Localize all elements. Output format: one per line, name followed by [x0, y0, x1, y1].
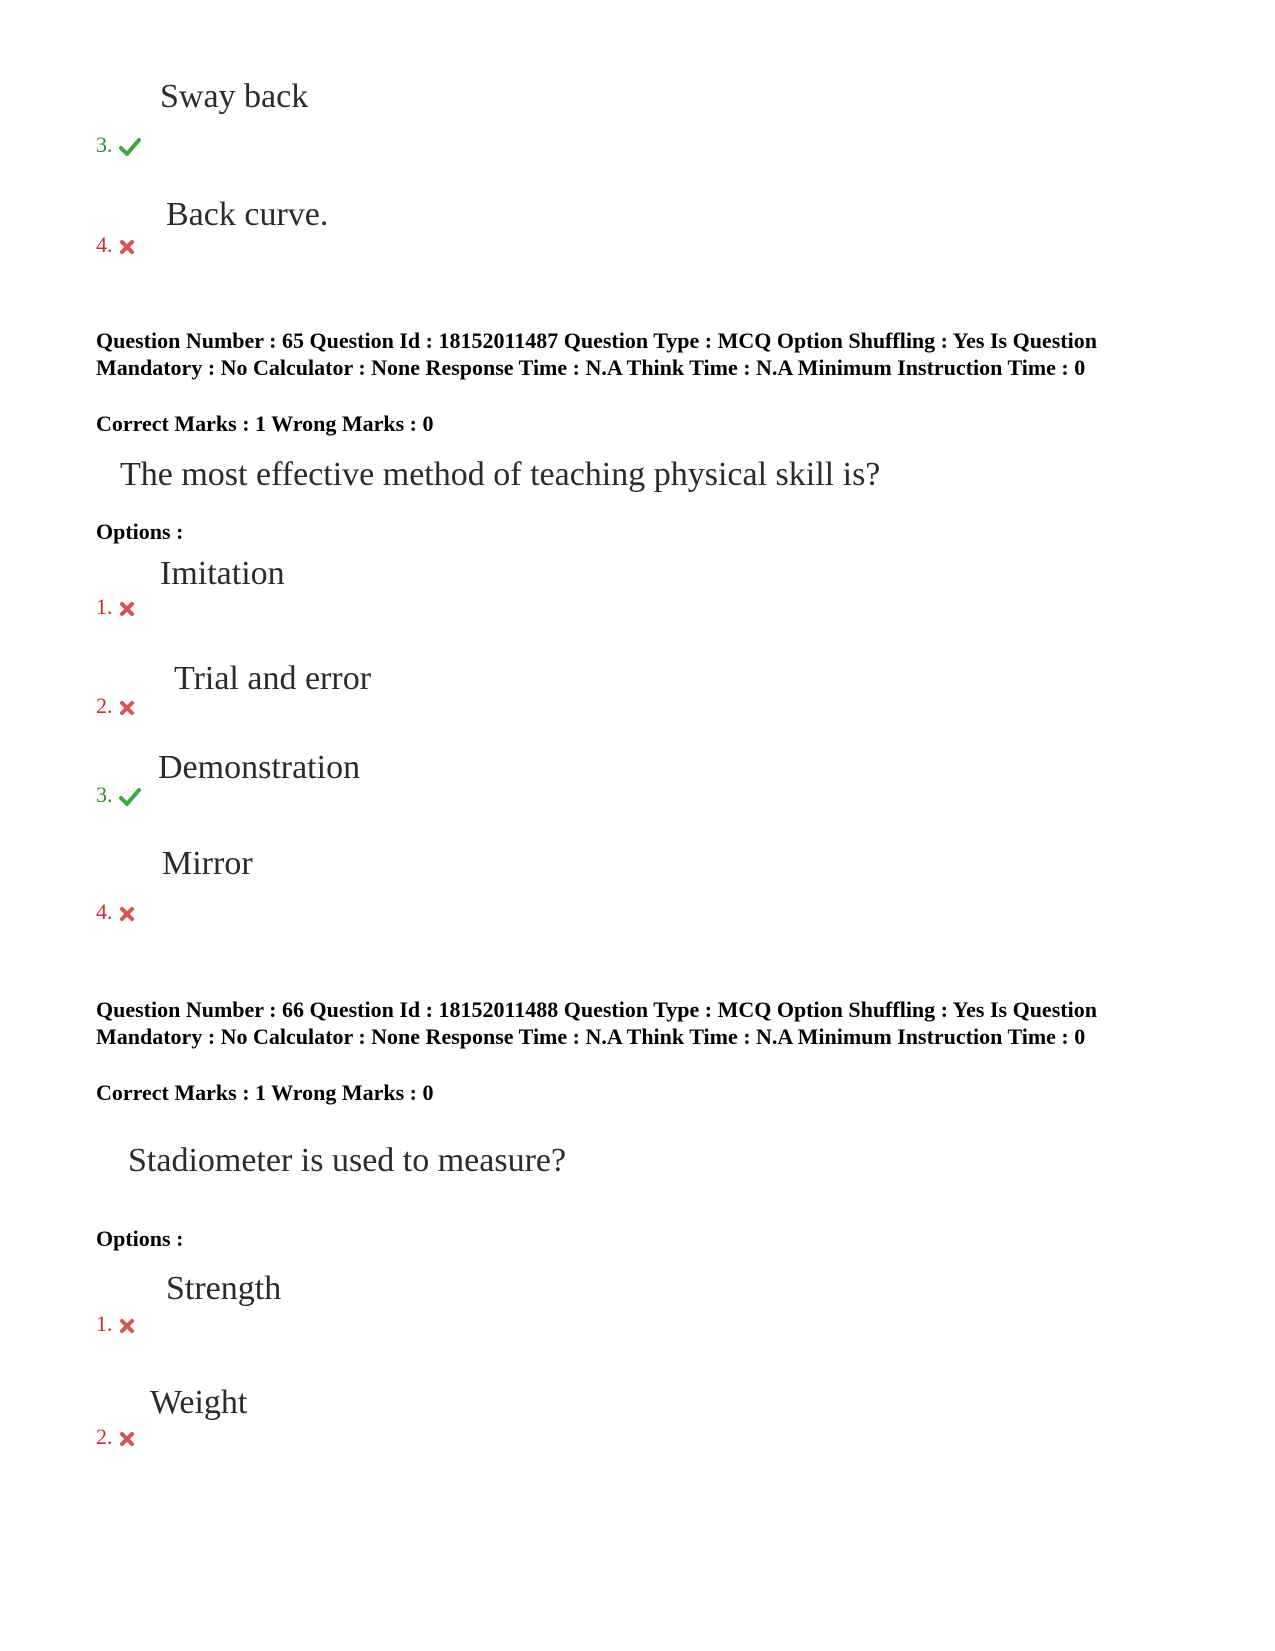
option-number: 1.: [96, 1311, 135, 1337]
cross-icon: [119, 906, 135, 922]
question-meta: Question Number : 66 Question Id : 18152011488 Question Type : MCQ Option Shuffling : Yes Is Question Mandatory : No Calculator : None Response Time : N.A Think Time : N.A Minimum Instruction Time : 0: [96, 997, 1097, 1049]
option-text: Weight: [150, 1384, 248, 1421]
cross-icon: [119, 1318, 135, 1334]
cross-icon: [119, 601, 135, 617]
option-text: Mirror: [162, 845, 253, 882]
option-number: 3.: [96, 782, 141, 808]
question-meta: Question Number : 65 Question Id : 18152011487 Question Type : MCQ Option Shuffling : Yes Is Question Mandatory : No Calculator : None Response Time : N.A Think Time : N.A Minimum Instruction Time : 0: [96, 328, 1097, 380]
option-number: 1.: [96, 594, 135, 620]
cross-icon: [119, 1431, 135, 1447]
question-text: The most effective method of teaching physical skill is?: [120, 456, 881, 493]
question-marks: Correct Marks : 1 Wrong Marks : 0: [96, 411, 434, 436]
option-number: 4.: [96, 232, 135, 258]
option-text: Imitation: [160, 555, 285, 592]
check-icon: [119, 138, 141, 156]
option-text: Strength: [166, 1270, 282, 1307]
option-number: 2.: [96, 693, 135, 719]
option-text: Trial and error: [174, 660, 372, 697]
option-text: Sway back: [160, 78, 309, 115]
question-text: Stadiometer is used to measure?: [128, 1142, 567, 1179]
option-number: 2.: [96, 1424, 135, 1450]
option-number: 3.: [96, 132, 141, 158]
cross-icon: [119, 239, 135, 255]
check-icon: [119, 788, 141, 806]
options-label: Options :: [96, 1226, 184, 1251]
option-text: Back curve.: [166, 196, 329, 233]
options-label: Options :: [96, 519, 184, 544]
question-marks: Correct Marks : 1 Wrong Marks : 0: [96, 1080, 434, 1105]
cross-icon: [119, 700, 135, 716]
option-number: 4.: [96, 899, 135, 925]
option-text: Demonstration: [158, 749, 361, 786]
